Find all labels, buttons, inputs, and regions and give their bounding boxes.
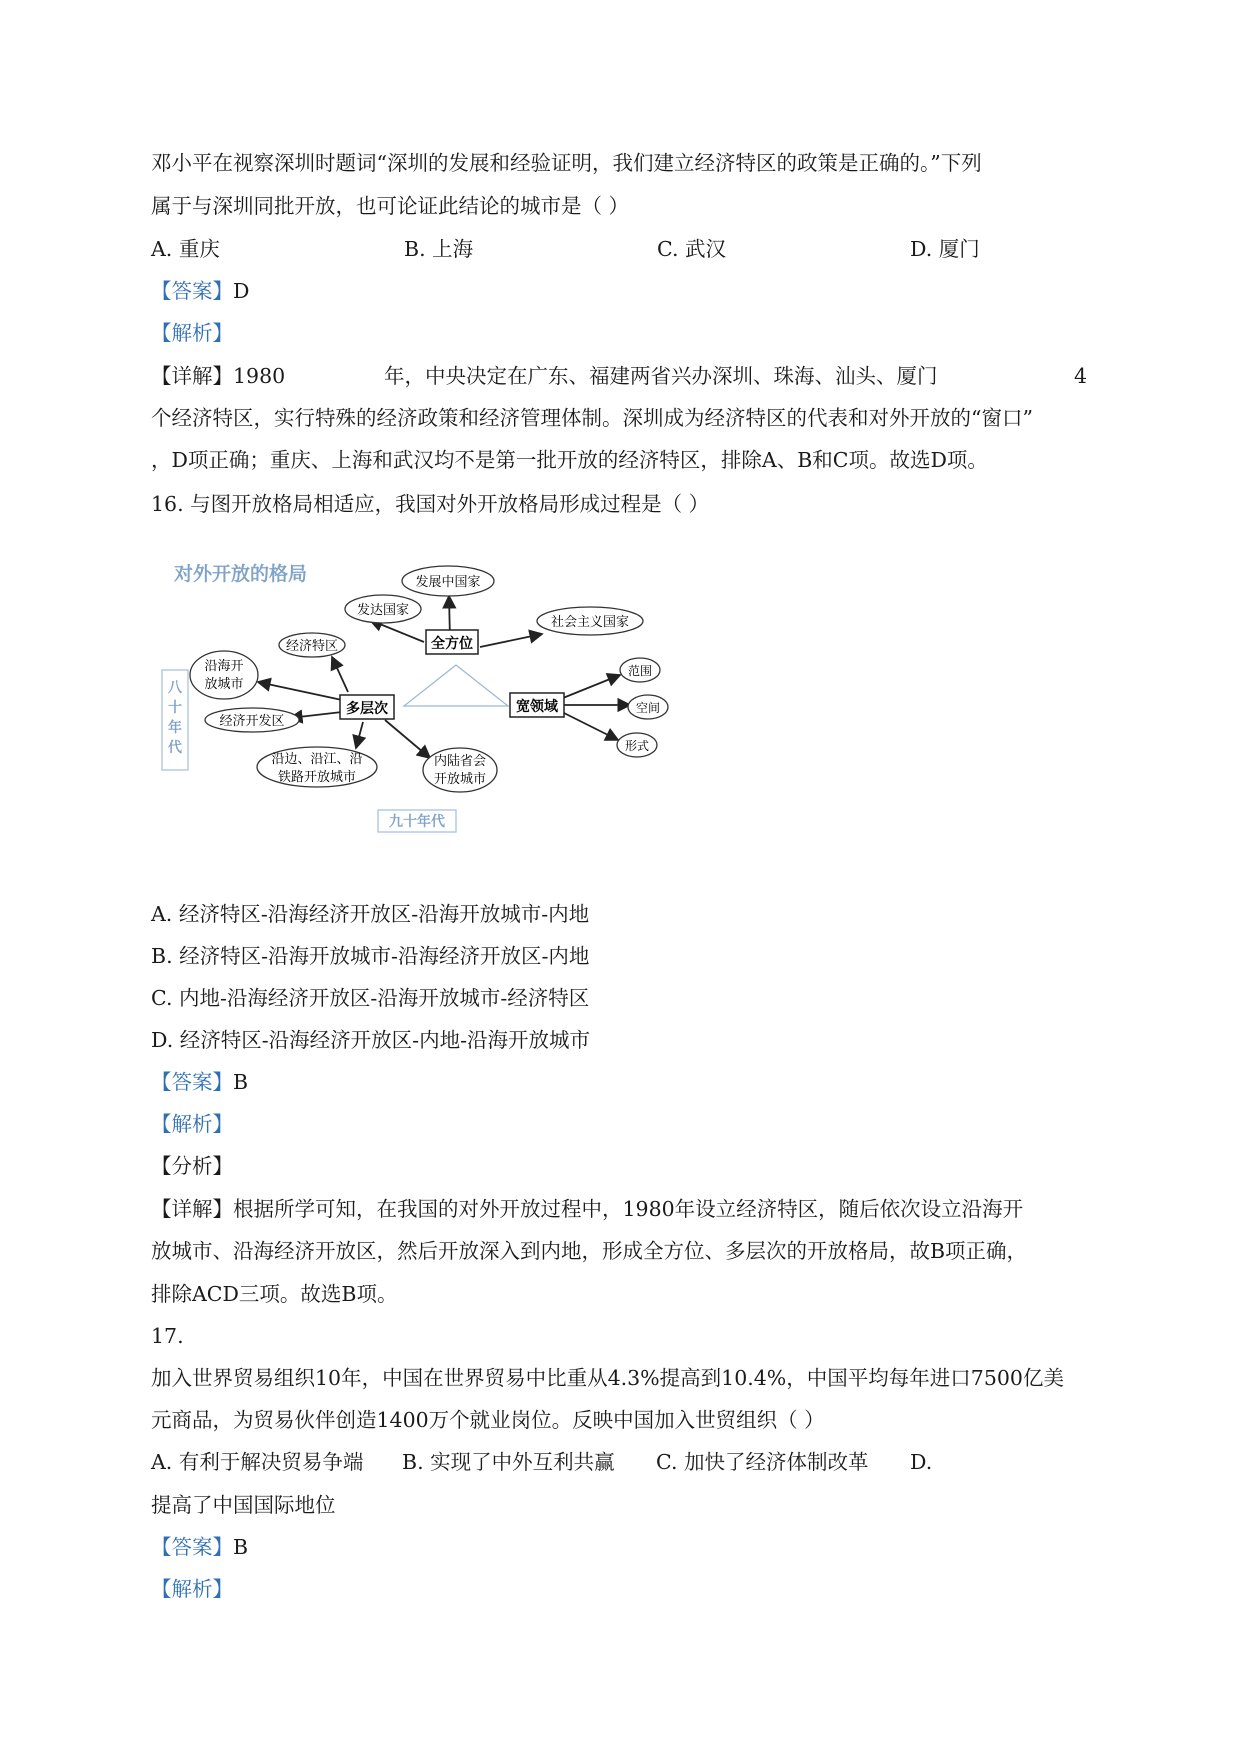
q16-stem: 16. 与图开放格局相适应，我国对外开放格局形成过程是（ ） xyxy=(151,492,710,516)
answer-tag: 【答案】 xyxy=(151,279,233,303)
center-right-label: 宽领域 xyxy=(516,699,558,715)
eighties-char-1: 八 xyxy=(168,680,182,696)
q16-answer xyxy=(151,1068,248,1096)
q15-option-d: D. 厦门 xyxy=(910,237,980,261)
q15-detail-line2: 个经济特区，实行特殊的经济政策和经济管理体制。深圳成为经济特区的代表和对外开放的“窗口” xyxy=(151,406,1033,430)
node-border-line2: 铁路开放城市 xyxy=(277,770,357,785)
q17-option-d: D. xyxy=(910,1450,933,1474)
q15-stem-line2: 属于与深圳同批开放，也可论证此结论的城市是（ ） xyxy=(151,194,630,218)
center-left-label: 多层次 xyxy=(346,701,388,717)
center-top-label: 全方位 xyxy=(431,636,473,652)
q15-option-c: C. 武汉 xyxy=(657,237,726,261)
answer-tag: 【答案】 xyxy=(151,1535,233,1559)
node-scope: 范围 xyxy=(627,664,653,678)
q17-option-b: B. 实现了中外互利共赢 xyxy=(402,1450,615,1474)
q17-option-c: C. 加快了经济体制改革 xyxy=(656,1450,869,1474)
q16-option-c: C. 内地-沿海经济开放区-沿海开放城市-经济特区 xyxy=(151,986,590,1010)
q15-option-a: A. 重庆 xyxy=(151,237,220,261)
q17-option-d-text: 提高了中国国际地位 xyxy=(151,1493,336,1517)
answer-value: D xyxy=(233,279,250,303)
q17-number: 17. xyxy=(151,1324,184,1348)
q17-analysis-tag: 【解析】 xyxy=(151,1577,233,1601)
node-space: 空间 xyxy=(635,701,661,715)
eighties-char-4: 代 xyxy=(168,740,182,756)
detail-tag: 【详解】 xyxy=(151,364,233,388)
q16-option-a: A. 经济特区-沿海经济开放区-沿海开放城市-内地 xyxy=(151,902,590,926)
q17-stem-line1: 加入世界贸易组织10年，中国在世界贸易中比重从4.3%提高到10.4%，中国平均每年进口7500亿美 xyxy=(151,1366,1064,1390)
node-coastal-line1: 沿海开 xyxy=(204,659,244,674)
q16-option-d: D. 经济特区-沿海经济开放区-内地-沿海开放城市 xyxy=(151,1028,591,1052)
q16-detail-line2: 放城市、沿海经济开放区，然后开放深入到内地，形成全方位、多层次的开放格局，故B项正确， xyxy=(151,1239,1028,1263)
q15-option-b: B. 上海 xyxy=(404,237,474,261)
node-inland-line2: 开放城市 xyxy=(433,772,487,787)
eighties-char-3: 年 xyxy=(168,720,182,736)
answer-value: B xyxy=(233,1070,249,1094)
diagram-title: 对外开放的格局 xyxy=(174,563,308,585)
node-sez: 经济特区 xyxy=(285,639,339,654)
q16-detail-line1 xyxy=(151,1195,1023,1223)
q15-detail-line1-mid: 年，中央决定在广东、福建两省兴办深圳、珠海、汕头、厦门 xyxy=(384,364,938,388)
node-developed: 发达国家 xyxy=(356,603,410,618)
q16-fenxi-tag: 【分析】 xyxy=(151,1154,233,1178)
node-dev-zone: 经济开发区 xyxy=(219,714,285,729)
q17-option-a: A. 有利于解决贸易争端 xyxy=(151,1450,364,1474)
node-developing: 发展中国家 xyxy=(415,575,481,590)
node-form: 形式 xyxy=(624,739,650,753)
detail-year: 1980 xyxy=(233,364,286,388)
q16-analysis-tag: 【解析】 xyxy=(151,1112,233,1136)
q15-analysis-tag: 【解析】 xyxy=(151,321,233,345)
nineties-label: 九十年代 xyxy=(389,814,445,830)
node-inland-line1: 内陆省会 xyxy=(433,754,487,769)
triangle-shape xyxy=(404,665,508,706)
q17-stem-line2: 元商品，为贸易伙伴创造1400万个就业岗位。反映中国加入世贸组织（ ） xyxy=(151,1408,825,1432)
node-socialist: 社会主义国家 xyxy=(550,615,630,630)
eighties-char-2: 十 xyxy=(168,700,182,716)
detail-text: 根据所学可知，在我国的对外开放过程中，1980年设立经济特区，随后依次设立沿海开 xyxy=(233,1197,1024,1221)
q17-answer xyxy=(151,1533,248,1561)
q15-answer xyxy=(151,277,249,305)
q16-detail-line3: 排除ACD三项。故选B项。 xyxy=(151,1282,398,1306)
answer-tag: 【答案】 xyxy=(151,1070,233,1094)
node-border-line1: 沿边、沿江、沿 xyxy=(271,752,363,767)
opening-pattern-diagram xyxy=(160,550,700,850)
q15-detail-line1 xyxy=(151,362,285,390)
detail-tag: 【详解】 xyxy=(151,1197,233,1221)
q15-stem-line1: 邓小平在视察深圳时题词“深圳的发展和经验证明，我们建立经济特区的政策是正确的。”下列 xyxy=(151,151,982,175)
q15-detail-line3: ，D项正确；重庆、上海和武汉均不是第一批开放的经济特区，排除A、B和C项。故选D项。 xyxy=(151,448,988,472)
answer-value: B xyxy=(233,1535,249,1559)
q15-detail-line1-end: 4 xyxy=(1074,364,1088,388)
node-coastal-line2: 放城市 xyxy=(204,677,244,692)
q16-option-b: B. 经济特区-沿海开放城市-沿海经济开放区-内地 xyxy=(151,944,590,968)
